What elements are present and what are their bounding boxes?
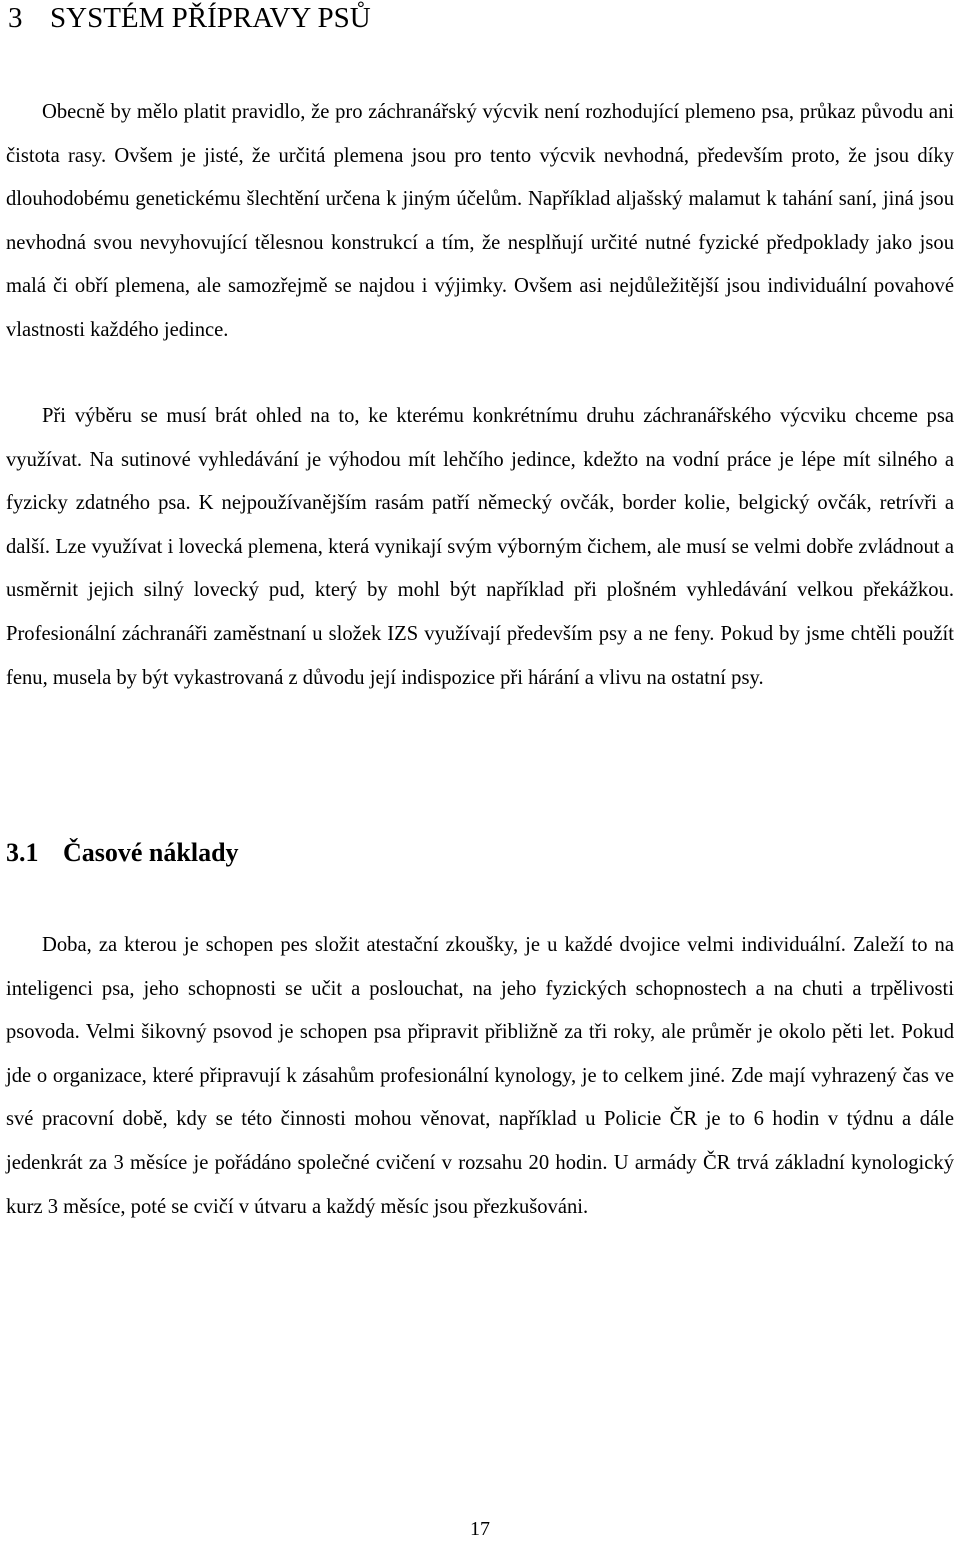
page-number: 17 bbox=[470, 1518, 490, 1540]
paragraph-time-costs: Doba, za kterou je schopen pes složit atestační zkoušky, je u každé dvojice velmi individuální. Zaleží to na inteligenci psa, jeho schopnosti se učit a poslouchat, na jeho fyzických schopnostech a na chuti a trpělivosti psovoda. Velmi šikovný psovod je schopen psa připravit přibližně za tři roky, ale průměr je okolo pěti let. Pokud jde o organizace, které připravují k zásahům profesionální kynology, je to celkem jiné. Zde mají vyhrazený čas ve své pracovní době, kdy se této činnosti mohou věnovat, například u Policie ČR je to 6 hodin v týdnu a dále jedenkrát za 3 měsíce je pořádáno společné cvičení v rozsahu 20 hodin. U armády ČR trvá základní kynologický kurz 3 měsíce, poté se cvičí v útvaru a každý měsíc jsou přezkušováni. bbox=[6, 934, 954, 1218]
chapter-number: 3 bbox=[8, 2, 23, 34]
chapter-heading bbox=[8, 2, 371, 35]
paragraph-intro: Obecně by mělo platit pravidlo, že pro záchranářský výcvik není rozhodující plemeno psa, průkaz původu ani čistota rasy. Ovšem je jisté, že určitá plemena jsou pro tento výcvik nevhodná, především proto, že jsou díky dlouhodobému genetickému šlechtění určena k jiným účelům. Například aljašský malamut k tahání saní, jiná jsou nevhodná svou nevyhovující tělesnou konstrukcí a tím, že nesplňují určité nutné fyzické předpoklady jako jsou malá či obří plemena, ale samozřejmě se najdou i výjimky. Ovšem asi nejdůležitější jsou individuální povahové vlastnosti každého jedince. bbox=[6, 101, 954, 341]
paragraph-breed-selection: Při výběru se musí brát ohled na to, ke kterému konkrétnímu druhu záchranářského výcviku chceme psa využívat. Na sutinové vyhledávání je výhodou mít lehčího jedince, kdežto na vodní práce je lépe mít silného a fyzicky zdatného psa. K nejpoužívanějším rasám patří německý ovčák, border kolie, belgický ovčák, retrívři a další. Lze využívat i lovecká plemena, která vynikají svým výborným čichem, ale musí se velmi dobře zvládnout a usměrnit jejich silný lovecký pud, který by mohl být například při plošném vyhledávání velkou překážkou. Profesionální záchranáři zaměstnaní u složek IZS využívají především psy a ne feny. Pokud by jsme chtěli použít fenu, musela by být vykastrovaná z důvodu její indispozice při hárání a vlivu na ostatní psy. bbox=[6, 405, 954, 689]
section-title: Časové náklady bbox=[63, 838, 239, 867]
section-heading bbox=[6, 838, 239, 868]
section-number: 3.1 bbox=[6, 838, 39, 867]
chapter-title: SYSTÉM PŘÍPRAVY PSŮ bbox=[50, 2, 371, 34]
